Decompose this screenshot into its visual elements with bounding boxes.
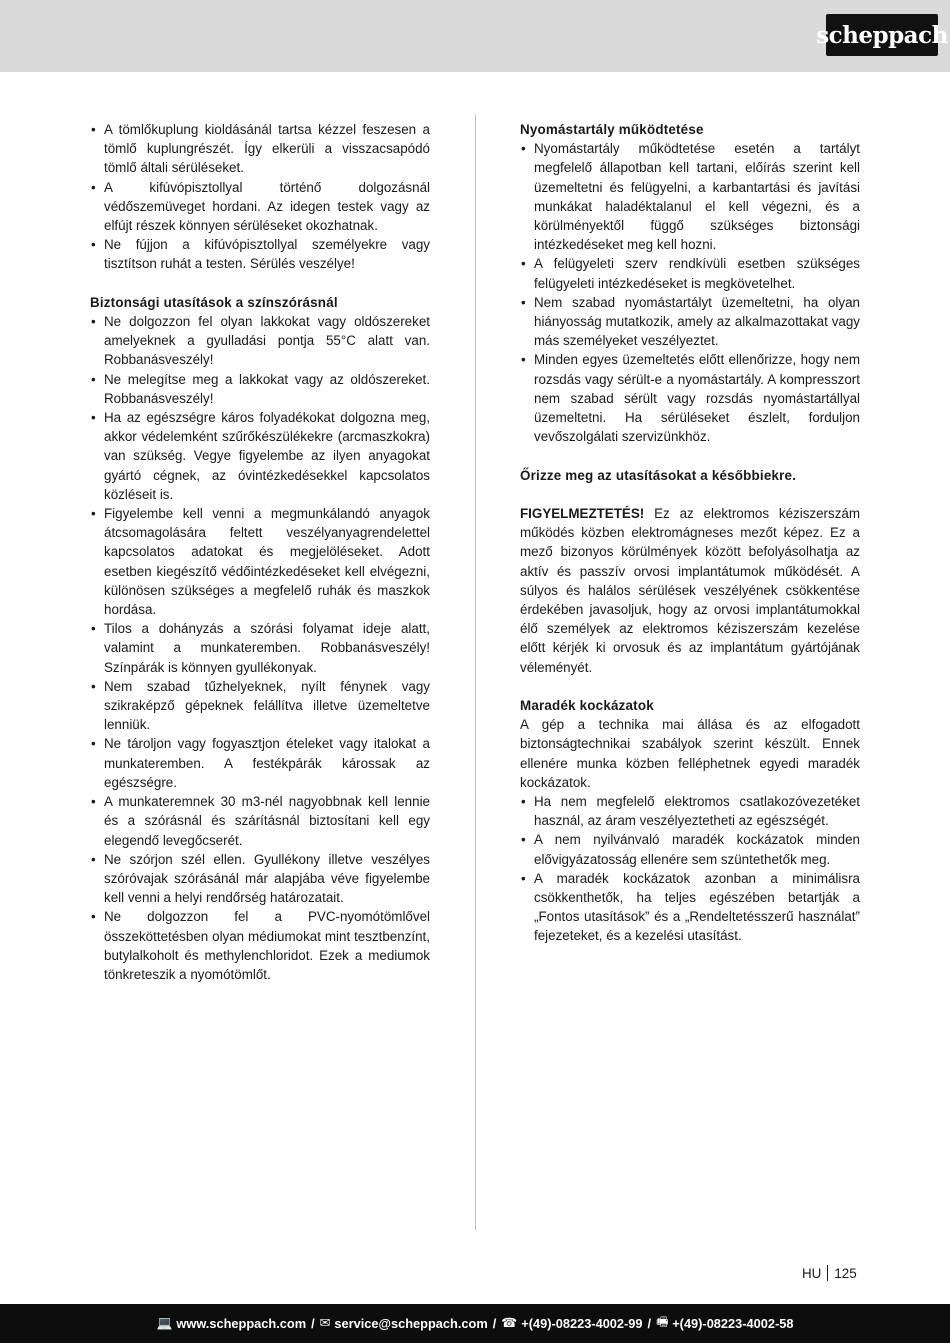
list-item: • Ne fújjon a kifúvópisztollyal személyekre vagy tisztítson ruhát a testen. Sérülés veszélye! [90,235,430,273]
list-item: • A munkateremnek 30 m3-nél nagyobbnak kell lennie és a szórásnál és szárításnál biztosítani kell egy elegendő levegőcserét. [90,792,430,850]
list-item: • A tömlőkuplung kioldásánál tartsa kézzel feszesen a tömlő kuplungrészét. Így elkerüli a visszacsapódó tömlő általi sérüléseket. [90,120,430,178]
section-heading-pressure-tank: Nyomástartály működtetése [520,122,704,137]
computer-icon: 💻 [156,1316,173,1331]
list-item: • A nem nyilvánvaló maradék kockázatok minden elővigyázatosság ellenére sem szüntethetők meg. [520,830,860,868]
list-item: • Ne tároljon vagy fogyasztjon ételeket vagy italokat a munkateremben. A festékpárák károssak az egészségre. [90,734,430,792]
list-item: • Figyelembe kell venni a megmunkálandó anyagok átcsomagolására feltett veszélyanyagrendelettel kapcsolatos adatokat és megjelöléseket. Adott esetben kiegészítő védőintézkedéseket kell elvégezni, különösen szükséges a megfelelő ruhák és maszkok hordása. [90,504,430,619]
list-item: • Tilos a dohányzás a szórási folyamat ideje alatt, valamint a munkateremben. Robbanásveszély! Színpárák is könnyen gyullékonyak. [90,619,430,677]
warning-text: Ez az elektromos kéziszerszám működés közben elektromágneses mezőt képez. Ez a mező bizonyos körülmények között befolyásolhatja az aktív és passzív orvosi implantátumok működését. A súlyos és halálos sérülések veszélyének csökkentése érdekében javasoljuk, hogy az orvosi implantátumokkal élő személyek az elektromos kéziszerszám kezelése előtt kérjék ki orvosuk és az implantátum gyártójának véleményét. [520,506,860,675]
residual-intro-paragraph: A gép a technika mai állása és az elfogadott biztonságtechnikai szabályok szerint készült. Ennek ellenére munka közben felléphetnek egyedi maradék kockázatok. [520,717,860,790]
footer-fax: +(49)-08223-4002-58 [672,1316,794,1331]
list-item: • Ne szórjon szél ellen. Gyullékony illetve veszélyes szóróvajak szórásánál már alapjába véve figyelembe kell venni a helyi rendőrség határozatait. [90,850,430,908]
footer-website[interactable]: www.scheppach.com [176,1316,307,1331]
footer-email[interactable]: service@scheppach.com [334,1316,488,1331]
page-language: HU [802,1265,822,1281]
keep-instructions-note: Őrizze meg az utasításokat a későbbiekre. [520,467,797,483]
column-divider [475,115,476,1230]
footer-separator: / [311,1316,315,1331]
list-item: • Nem szabad tűzhelyeknek, nyílt fénynek vagy szikraképző gépeknek felállítva illetve üzemeltetve lenniük. [90,677,430,735]
list-item: • Ha az egészségre káros folyadékokat dolgozna meg, akkor védelemként szűrőkészülékekre (arcmaszkokra) van szükség. Vegye figyelembe az ilyen anyagokat gyártó cégnek, az óvintézkedésekkel kapcsolatos közléseit is. [90,408,430,504]
footer-separator: / [492,1316,497,1331]
list-item: • A felügyeleti szerv rendkívüli esetben szükséges felügyeleti intézkedéseket is megkövetelhet. [520,254,860,292]
section-heading-residual-risks: Maradék kockázatok [520,698,654,714]
envelope-icon: ✉ [319,1316,331,1331]
footer-phone: +(49)-08223-4002-99 [521,1316,643,1331]
list-item: • Minden egyes üzemeltetés előtt ellenőrizze, hogy nem rozsdás vagy sérült-e a nyomástartály. A kompresszort nem szabad sérült vagy rozsdás nyomástartállyal üzemeltetni. Ha sérüléseket észlelt, forduljon vevőszolgálati szervizünkhöz. [520,350,860,446]
list-item: • Ha nem megfelelő elektromos csatlakozóvezetéket használ, az áram veszélyeztetheti az egészségét. [520,792,860,830]
fax-icon: 🖷 [656,1314,669,1330]
list-item: • A maradék kockázatok azonban a minimálisra csökkenthetők, ha teljes egészében betartják a „Fontos utasítások” és a „Rendeltetésszerű használat” fejezeteket, és a kezelési utasítást. [520,869,860,946]
spray-safety-bullet-list [90,312,430,984]
header-band [0,0,950,72]
contact-footer [0,1304,950,1343]
scheppach-logo: scheppach [826,14,938,56]
left-column [90,120,430,984]
pressure-tank-bullet-list [520,139,860,446]
telephone-icon: ☎ [501,1316,518,1331]
list-item: • Ne dolgozzon fel olyan lakkokat vagy oldószereket amelyeknek a gyulladási pontja 55°C alatt van. Robbanásveszély! [90,312,430,370]
list-item: • Ne melegítse meg a lakkokat vagy az oldószereket. Robbanásveszély! [90,370,430,408]
page-number [802,1265,857,1281]
list-item: • A kifúvópisztollyal történő dolgozásnál védőszemüveget hordani. Az idegen testek vagy az elfújt részek könnyen sérüléseket okozhatnak. [90,178,430,236]
page-number-value: 125 [834,1265,857,1281]
list-item: • Nem szabad nyomástartályt üzemeltetni, ha olyan hiányosság mutatkozik, amely az alkalmazottakat vagy más személyeket veszélyeztet. [520,293,860,351]
section-heading-spray-safety: Biztonsági utasítások a színszórásnál [90,294,338,310]
list-item: • Nyomástartály működtetése esetén a tartályt megfelelő állapotban kell tartani, előírás szerint kell üzemeltetni és felügyelni, a karbantartási és javítási munkákat haladéktalanul el kell végezni, és a körülményektől függő szükséges biztonsági intézkedéseket meg kell hozni. [520,139,860,254]
page-number-separator [827,1265,828,1281]
intro-bullet-list [90,120,430,274]
right-column [520,120,860,946]
residual-risks-bullet-list [520,792,860,946]
footer-separator: / [647,1316,652,1331]
warning-label: FIGYELMEZTETÉS! [520,506,645,522]
warning-paragraph [520,504,860,677]
list-item: • Ne dolgozzon fel a PVC-nyomótömlővel összeköttetésben olyan médiumokat mint tesztbenzínt, butylalkoholt és methylenchloridot. Ezek a mediumok tönkreteszik a nyomótömlőt. [90,907,430,984]
